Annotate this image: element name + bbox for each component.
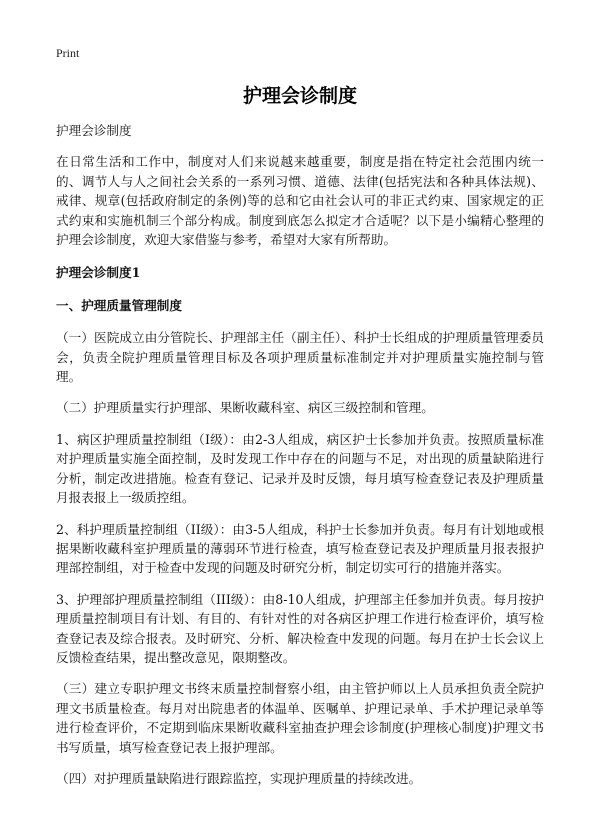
body-paragraph: 3、护理部护理质量控制组（III级）：由8-10人组成，护理部主任参加并负责。每月按护理质量控制项目有计划、有目的、有针对性的对各病区护理工作进行检查评价，填写检查登记表及综合报表。及时研究、分析、解决检查中发现的问题。每月在护士长会议上反馈检查结果，提出整改意见，限期整改。 <box>56 591 544 665</box>
subsection-heading: 一、护理质量管理制度 <box>56 297 182 313</box>
body-paragraph: 1、病区护理质量控制组（I级）：由2-3人组成，病区护士长参加并负责。按照质量标准对护理质量实施全面控制，及时发现工作中存在的问题与不足，对出现的质量缺陷进行分析，制定改进措施。检查有登记、记录并及时反馈，每月填写检查登记表及护理质量月报表报上一级质控组。 <box>56 431 544 506</box>
body-paragraph: （四）对护理质量缺陷进行跟踪监控，实现护理质量的持续改进。 <box>56 770 422 786</box>
intro-paragraph: 在日常生活和工作中，制度对人们来说越来越重要，制度是指在特定社会范围内统一的、调节人与人之间社会关系的一系列习惯、道德、法律(包括宪法和各种具体法规)、戒律、规章(包括政府制定的条例)等的总和它由社会认可的非正式约束、国家规定的正式约束和实施机制三个部分构成。制度到底怎么拟定才合适呢？以下是小编精心整理的护理会诊制度，欢迎大家借鉴与参考，希望对大家有所帮助。 <box>56 154 544 248</box>
document-title: 护理会诊制度 <box>242 85 357 107</box>
document-subtitle: 护理会诊制度 <box>56 123 132 138</box>
body-paragraph: （三）建立专职护理文书终末质量控制督察小组，由主管护师以上人员承担负责全院护理文书质量检查。每月对出院患者的体温单、医嘱单、护理记录单、手术护理记录单等进行检查评价，不定期到临床果断收藏科室抽查护理会诊制度(护理核心制度)护理文书书写质量，填写检查登记表上报护理部。 <box>56 681 544 755</box>
print-link[interactable]: Print <box>56 46 80 60</box>
body-paragraph: （二）护理质量实行护理部、果断收藏科室、病区三级控制和管理。 <box>56 400 434 416</box>
body-paragraph: （一）医院成立由分管院长、护理部主任（副主任）、科护士长组成的护理质量管理委员会，负责全院护理质量管理目标及各项护理质量标准制定并对护理质量实施控制与管理。 <box>56 330 544 385</box>
section-heading: 护理会诊制度1 <box>56 265 141 281</box>
body-paragraph: 2、科护理质量控制组（II级）：由3-5人组成，科护士长参加并负责。每月有计划地或根据果断收藏科室护理质量的薄弱环节进行检查，填写检查登记表及护理质量月报表报护理部控制组，对于检查中发现的问题及时研究分析，制定切实可行的措施并落实。 <box>56 521 544 576</box>
